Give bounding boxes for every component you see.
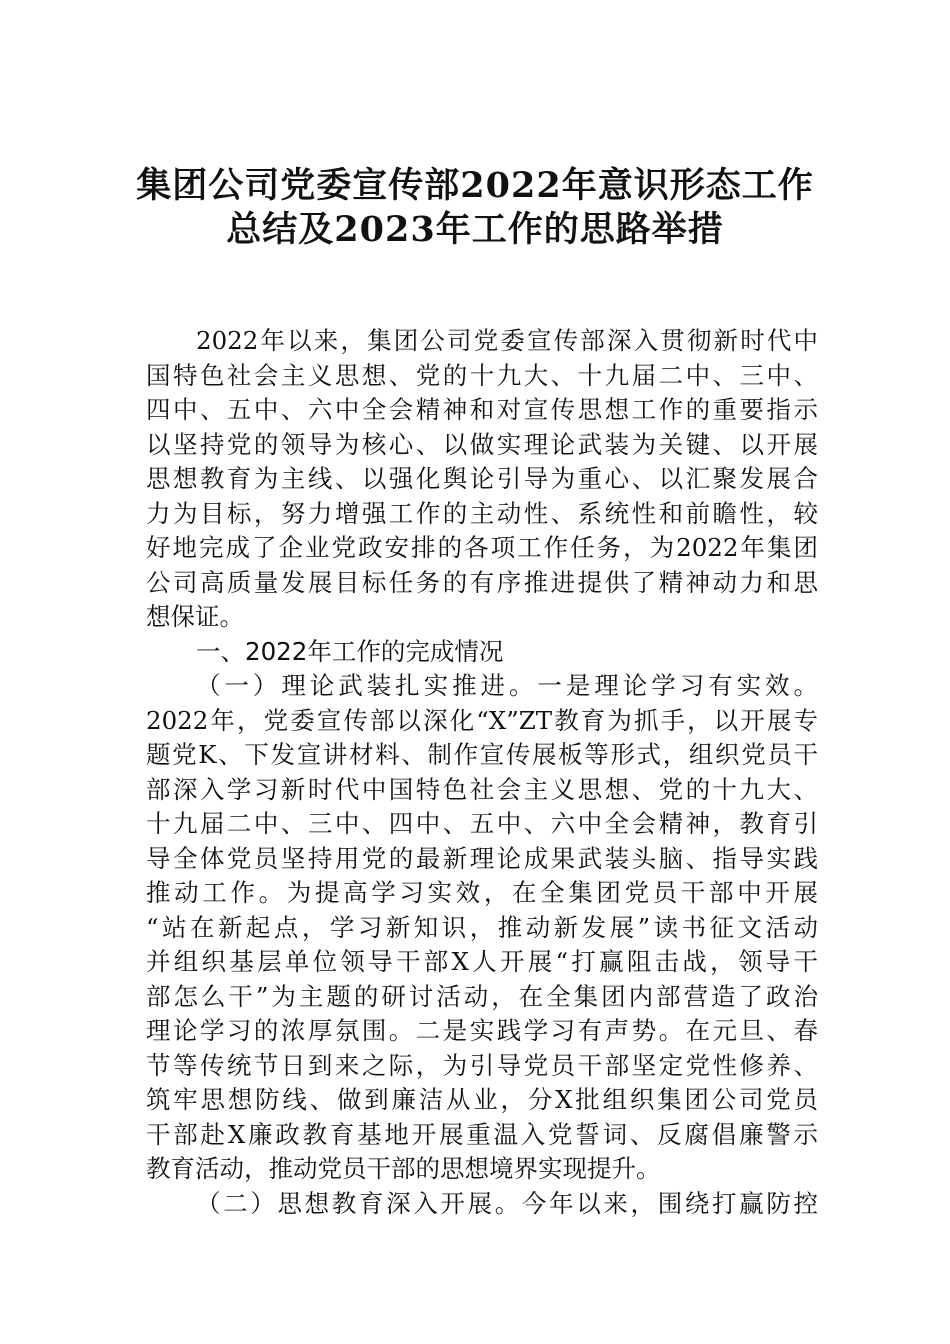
text-line: 理论学习的浓厚氛围。二是实践学习有声势。在元旦、春 — [146, 1016, 818, 1045]
text-line: “站在新起点，学习新知识，推动新发展”读书征文活动 — [146, 912, 818, 942]
text-line: 以坚持党的领导为核心、以做实理论武装为关键、以开展 — [146, 429, 818, 459]
text-line: 干部赴X廉政教育基地开展重温入党誓词、反腐倡廉警示 — [146, 1119, 818, 1149]
paragraph-theory — [146, 669, 818, 1187]
text-line: 想保证。 — [146, 602, 244, 631]
paragraph-intro — [146, 324, 818, 635]
text-line: 部深入学习新时代中国特色社会主义思想、党的十九大、 — [146, 774, 818, 804]
section-heading: 一、2022年工作的完成情况 — [196, 636, 504, 666]
text-line: 部怎么干”为主题的研讨活动，在全集团内部营造了政治 — [146, 981, 818, 1011]
text-line: 国特色社会主义思想、党的十九大、十九届二中、三中、 — [146, 360, 818, 390]
document-title-line-2: 总结及2023年工作的思路举措 — [226, 209, 724, 250]
text-line: （一）理论武装扎实推进。一是理论学习有实效。 — [196, 671, 818, 700]
text-line: 四中、五中、六中全会精神和对宣传思想工作的重要指示 — [146, 395, 818, 424]
text-line: 思想教育为主线、以强化舆论引导为重心、以汇聚发展合 — [146, 464, 818, 493]
text-line: 力为目标，努力增强工作的主动性、系统性和前瞻性，较 — [146, 498, 818, 528]
text-line: 筑牢思想防线、做到廉洁从业，分X批组织集团公司党员 — [146, 1085, 818, 1114]
text-line: 好地完成了企业党政安排的各项工作任务，为2022年集团 — [146, 533, 818, 562]
text-line: 公司高质量发展目标任务的有序推进提供了精神动力和思 — [146, 567, 818, 597]
text-line: 2022年，党委宣传部以深化“X”ZT教育为抓手，以开展专 — [146, 705, 818, 735]
text-line: 题党K、下发宣讲材料、制作宣传展板等形式，组织党员干 — [146, 740, 818, 769]
text-line: 推动工作。为提高学习实效，在全集团党员干部中开展 — [146, 878, 818, 907]
document-body — [146, 324, 818, 1221]
text-line: 教育活动，推动党员干部的思想境界实现提升。 — [146, 1154, 661, 1183]
text-line: （二）思想教育深入开展。今年以来，围绕打赢防控 — [196, 1188, 818, 1218]
text-line: 并组织基层单位领导干部X人开展“打赢阻击战，领导干 — [146, 947, 818, 976]
text-line: 十九届二中、三中、四中、五中、六中全会精神，教育引 — [146, 809, 818, 838]
text-line: 节等传统节日到来之际，为引导党员干部坚定党性修养、 — [146, 1050, 818, 1080]
paragraph-education — [146, 1187, 818, 1222]
text-line: 导全体党员坚持用党的最新理论成果武装头脑、指导实践 — [146, 843, 818, 873]
text-line: 2022年以来，集团公司党委宣传部深入贯彻新时代中 — [196, 326, 818, 355]
document-title-line-1: 集团公司党委宣传部2022年意识形态工作 — [136, 165, 814, 206]
